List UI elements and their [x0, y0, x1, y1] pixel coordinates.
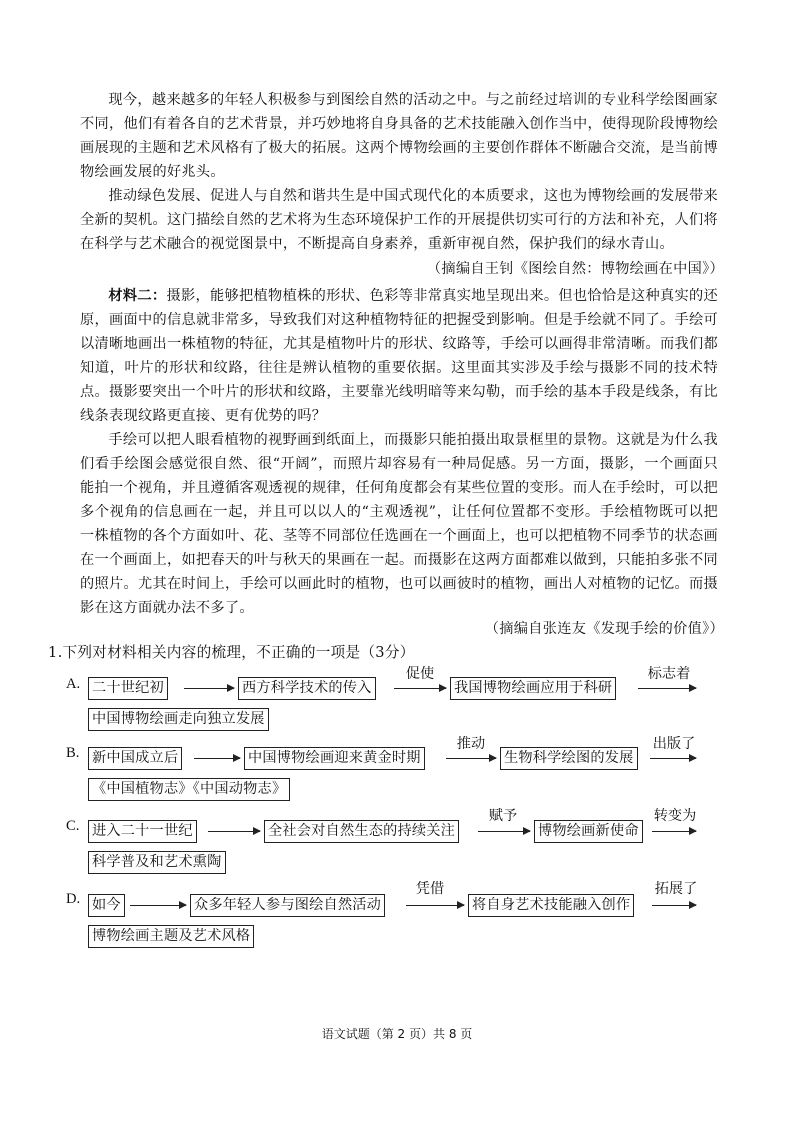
material2-paragraph-2: 手绘可以把人眼看植物的视野画到纸面上，而摄影只能拍摄出取景框里的景物。这就是为什么我们看手绘图会感觉很自然、很“开阔”，而照片却容易有一种局促感。另一方面，摄影，一个画面只能拍一个视角，并且遵循客观透视的规律，任何角度都会有某些位置的变形。而人在手绘时，可以把多个视角的信息画在一起，并且可以以人的“主观透视”，让任何位置都不变形。手绘植物既可以把一株植物的各个方面如叶、花、茎等不同部位任选画在一个画面上，也可以把植物不同季节的状态画在一个画面上，如把春天的叶与秋天的果画在一起。而摄影在这两方面都难以做到，只能拍多张不同的照片。尤其在时间上，手绘可以画此时的植物，也可以画彼时的植物，画出人对植物的记忆。而摄影在这方面就办法不多了。 — [80, 432, 718, 616]
option-b-label-2: 出版了 — [652, 736, 696, 752]
option-c-box-4: 科学普及和艺术熏陶 — [88, 851, 226, 874]
option-c-arrow-3 — [652, 831, 696, 832]
option-a-arrow-2 — [394, 688, 446, 689]
option-d-label-2: 拓展了 — [654, 881, 698, 897]
option-b-arrow-3 — [650, 758, 696, 759]
option-b-arrow-1 — [194, 758, 240, 759]
option-d-arrow-2 — [406, 905, 464, 906]
option-d-box-3: 将自身艺术技能融入创作 — [468, 894, 634, 917]
page-footer: 语文试题（第 2 页）共 8 页 — [321, 1027, 473, 1041]
option-b-label-1: 推动 — [456, 736, 486, 752]
option-c-arrow-1 — [208, 831, 260, 832]
option-c-letter: C. — [66, 818, 80, 834]
option-c-box-3: 博物绘画新使命 — [534, 820, 643, 843]
option-b-box-1: 新中国成立后 — [88, 747, 182, 770]
option-a-label-2: 标志着 — [647, 666, 691, 682]
option-a-box-2: 西方科学技术的传入 — [238, 677, 376, 700]
material2-label: 材料二： — [108, 288, 167, 304]
option-b-box-4: 《中国植物志》《中国动物志》 — [88, 778, 290, 801]
option-b-arrow-2 — [446, 758, 496, 759]
option-c-box-1: 进入二十一世纪 — [88, 820, 197, 843]
option-a-box-1: 二十世纪初 — [88, 677, 168, 700]
option-d-arrow-3 — [652, 905, 696, 906]
option-a-label-1: 促使 — [405, 666, 435, 682]
option-d-box-4: 博物绘画主题及艺术风格 — [88, 925, 254, 948]
material1-paragraph-2: 推动绿色发展、促进人与自然和谐共生是中国式现代化的本质要求，这也为博物绘画的发展带来全新的契机。这门描绘自然的艺术将为生态环境保护工作的开展提供切实可行的方法和补充，人们将在科学与艺术融合的视觉图景中，不断提高自身素养，重新审视自然，保护我们的绿水青山。 — [80, 188, 718, 252]
material2-paragraph-1 — [80, 284, 718, 428]
option-d-letter: D. — [66, 891, 81, 907]
option-c-box-2: 全社会对自然生态的持续关注 — [264, 820, 459, 843]
option-d-box-1: 如今 — [88, 894, 125, 917]
option-a-letter: A. — [66, 676, 81, 692]
option-d-label-1: 凭借 — [415, 881, 445, 897]
material2-paragraph-1-text: 摄影，能够把植物植株的形状、色彩等非常真实地呈现出来。但也恰恰是这种真实的还原，画面中的信息就非常多，导致我们对这种植物特征的把握受到影响。但是手绘就不同了。手绘可以清晰地画出一株植物的特征，尤其是植物叶片的形状、纹路等，手绘可以画得非常清晰。而我们都知道，叶片的形状和纹路，往往是辨认植物的重要依据。这里面其实涉及手绘与摄影不同的技术特点。摄影要突出一个叶片的形状和纹路，主要靠光线明暗等来勾勒，而手绘的基本手段是线条，有比线条表现纹路更直接、更有优势的吗？ — [80, 288, 718, 424]
option-c-label-1: 赋予 — [488, 808, 518, 824]
option-a-box-4: 中国博物绘画走向独立发展 — [88, 708, 269, 731]
option-c-arrow-2 — [478, 831, 530, 832]
question-title: 1.下列对材料相关内容的梳理，不正确的一项是（3分） — [48, 644, 415, 661]
option-a-arrow-3 — [638, 688, 696, 689]
option-c-label-2: 转变为 — [653, 808, 697, 824]
material1-source: （摘编自王钊《图绘自然：博物绘画在中国》） — [426, 261, 724, 277]
option-a-arrow-1 — [184, 688, 234, 689]
option-b-letter: B. — [66, 745, 80, 761]
material2-source: （摘编自张连友《发现手绘的价值》） — [484, 621, 724, 637]
option-b-box-3: 生物科学绘图的发展 — [500, 747, 638, 770]
material1-paragraph-1: 现今，越来越多的年轻人积极参与到图绘自然的活动之中。与之前经过培训的专业科学绘图画家不同，他们有着各自的艺术背景，并巧妙地将自身具备的艺术技能融入创作当中，使得现阶段博物绘画展现的主题和艺术风格有了极大的拓展。这两个博物绘画的主要创作群体不断融合交流，是当前博物绘画发展的好兆头。 — [80, 92, 718, 180]
option-a-box-3: 我国博物绘画应用于科研 — [450, 677, 616, 700]
option-b-box-2: 中国博物绘画迎来黄金时期 — [244, 747, 425, 770]
option-d-arrow-1 — [130, 905, 186, 906]
option-d-box-2: 众多年轻人参与图绘自然活动 — [190, 894, 385, 917]
